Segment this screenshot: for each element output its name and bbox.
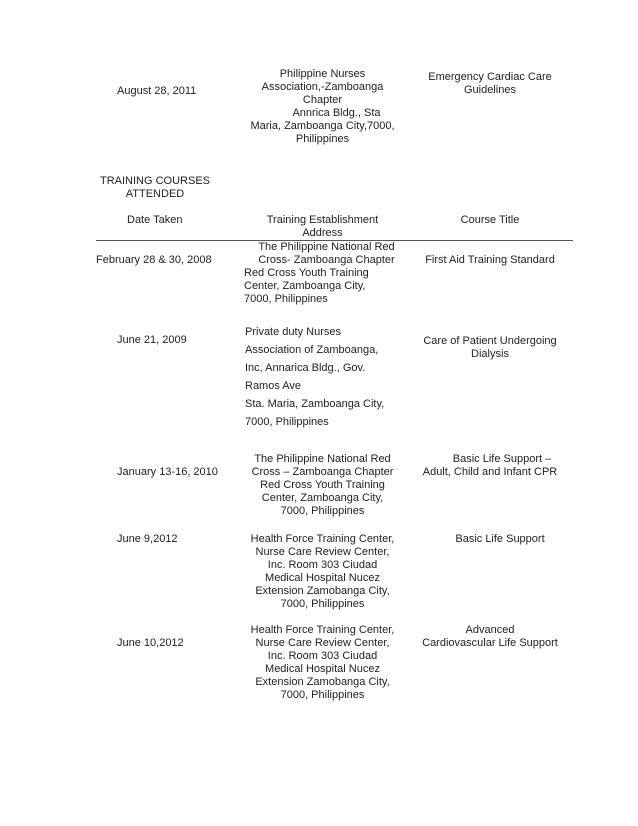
row-date: June 9,2012 bbox=[117, 533, 178, 545]
address-line: Center, Zamboanga City, bbox=[244, 280, 366, 292]
address-line: The Philippine National Red bbox=[254, 453, 391, 465]
address-line: Annrica Bldg., Sta bbox=[292, 107, 381, 119]
row-address bbox=[240, 624, 405, 702]
address-line: Inc. Room 303 Ciudad bbox=[267, 559, 378, 571]
address-line: Association of Zamboanga, bbox=[245, 344, 379, 356]
address-line: Extension Zamobanga City, bbox=[255, 676, 390, 688]
course-line: Basic Life Support – bbox=[452, 453, 552, 465]
course-line: Emergency Cardiac Care bbox=[428, 71, 552, 83]
row-date: June 21, 2009 bbox=[117, 334, 187, 346]
address-line: Center, Zamboanga City, bbox=[261, 492, 384, 504]
header-training-establishment bbox=[240, 214, 405, 240]
address-line: 7000, Philippines bbox=[280, 505, 365, 517]
address-line: Red Cross Youth Training bbox=[260, 479, 385, 491]
section-title-line: ATTENDED bbox=[125, 188, 185, 200]
row-date: January 13-16, 2010 bbox=[117, 466, 218, 478]
top-row-course bbox=[410, 71, 570, 97]
top-row-address bbox=[240, 68, 405, 146]
row-course bbox=[405, 453, 575, 479]
address-line: Red Cross Youth Training bbox=[244, 267, 369, 279]
address-line: Health Force Training Center, bbox=[250, 533, 395, 545]
row-course bbox=[410, 335, 570, 361]
address-line: Nurse Care Review Center, bbox=[255, 637, 390, 649]
address-line: 7000, Philippines bbox=[280, 598, 365, 610]
address-line: Inc, Annarica Bldg., Gov. bbox=[245, 362, 366, 374]
address-line: Philippines bbox=[295, 133, 350, 145]
address-line: Chapter bbox=[302, 94, 343, 106]
top-row-date: August 28, 2011 bbox=[117, 85, 197, 97]
row-address bbox=[240, 533, 405, 611]
address-line: Philippine Nurses bbox=[279, 68, 366, 80]
course-line: Cardiovascular Life Support bbox=[422, 637, 558, 649]
address-line: Association,-Zamboanga bbox=[261, 81, 384, 93]
address-line: The Philippine National Red bbox=[258, 241, 395, 253]
address-line: Maria, Zamboanga City,7000, bbox=[250, 120, 395, 132]
row-address bbox=[245, 323, 410, 431]
section-title-line: TRAINING COURSES bbox=[99, 175, 210, 187]
header-line: Training Establishment bbox=[266, 214, 379, 226]
course-line: Basic Life Support bbox=[455, 533, 545, 545]
section-title bbox=[96, 175, 214, 201]
address-line: Ramos Ave bbox=[245, 380, 302, 392]
course-line: Dialysis bbox=[471, 348, 509, 360]
address-line: Health Force Training Center, bbox=[250, 624, 395, 636]
row-address bbox=[244, 241, 409, 306]
address-line: Cross – Zamboanga Chapter bbox=[251, 466, 394, 478]
header-line: Address bbox=[302, 227, 343, 239]
row-address bbox=[240, 453, 405, 518]
address-line: Extension Zamobanga City, bbox=[255, 585, 390, 597]
course-line: Guidelines bbox=[464, 84, 516, 96]
course-line: Care of Patient Undergoing bbox=[423, 335, 557, 347]
address-line: Medical Hospital Nucez bbox=[265, 572, 380, 584]
address-line: 7000, Philippines bbox=[280, 689, 365, 701]
address-line: Private duty Nurses bbox=[245, 326, 341, 338]
address-line: Medical Hospital Nucez bbox=[265, 663, 380, 675]
row-date: February 28 & 30, 2008 bbox=[96, 254, 212, 266]
row-date: June 10,2012 bbox=[117, 637, 184, 649]
row-course bbox=[405, 624, 575, 650]
header-date-taken: Date Taken bbox=[127, 214, 183, 226]
address-line: Sta. Maria, Zamboanga City, bbox=[245, 398, 385, 410]
address-line: Cross- Zamboanga Chapter bbox=[258, 254, 395, 266]
row-course bbox=[410, 254, 570, 267]
address-line: 7000, Philippines bbox=[245, 416, 329, 428]
address-line: Nurse Care Review Center, bbox=[255, 546, 390, 558]
course-line: Adult, Child and Infant CPR bbox=[422, 466, 558, 478]
row-course bbox=[420, 533, 580, 546]
header-course-title: Course Title bbox=[460, 214, 520, 226]
course-line: Advanced bbox=[465, 624, 515, 636]
course-line: First Aid Training Standard bbox=[425, 254, 555, 266]
address-line: 7000, Philippines bbox=[244, 293, 328, 305]
address-line: Inc. Room 303 Ciudad bbox=[267, 650, 378, 662]
